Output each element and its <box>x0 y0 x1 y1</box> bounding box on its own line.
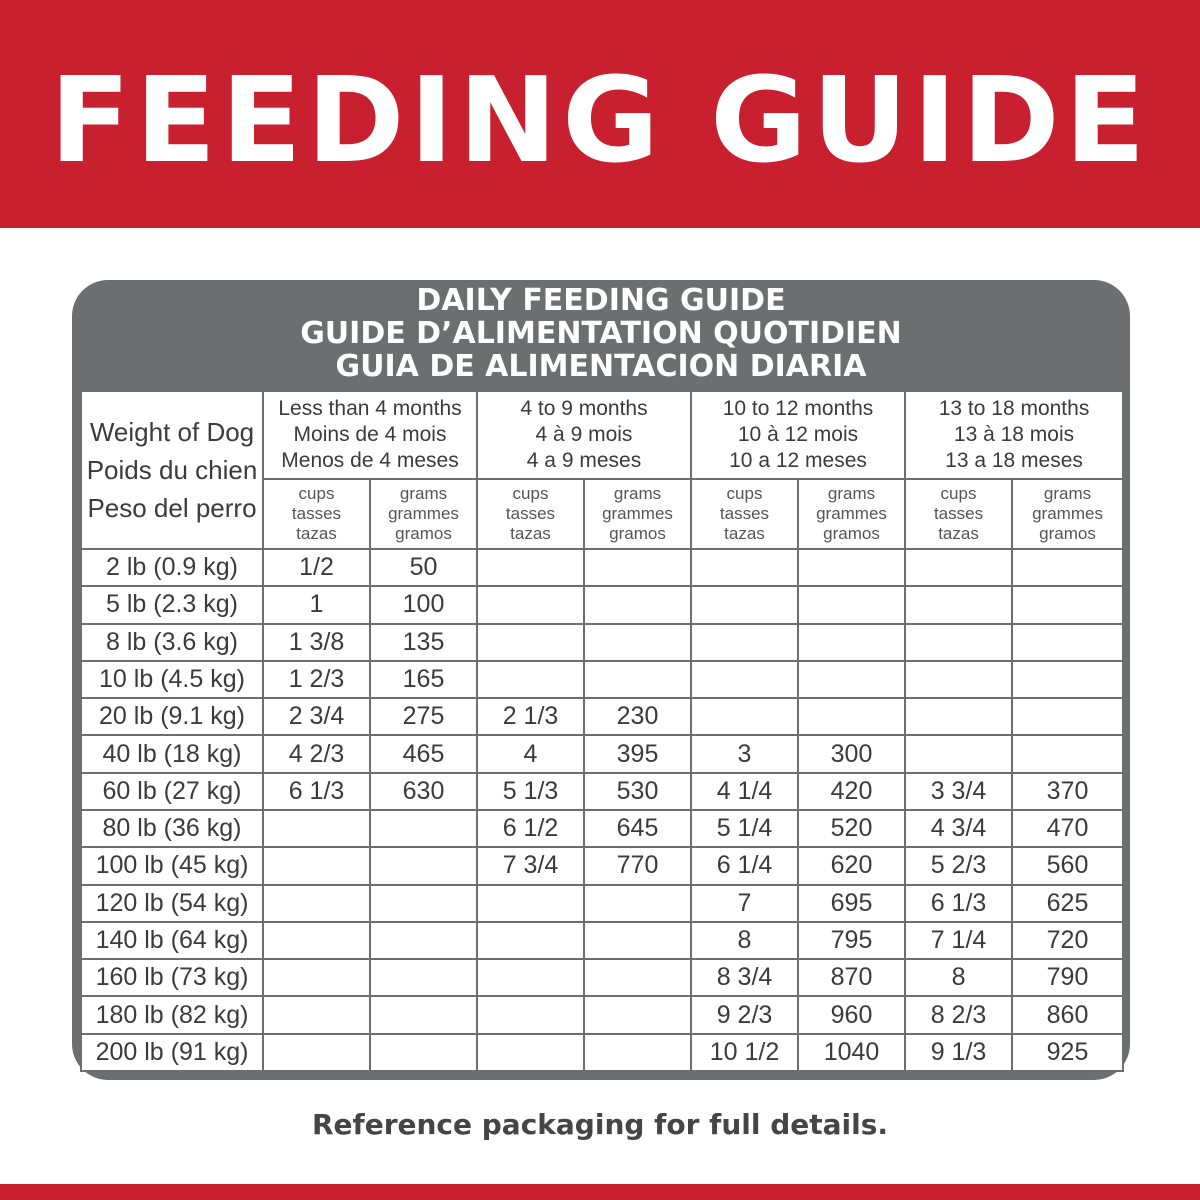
cups-unit-header <box>905 479 1012 549</box>
table-row <box>81 661 1123 698</box>
grams-cell <box>584 959 691 996</box>
unit-label: grams <box>399 484 448 503</box>
unit-label: grammes <box>1032 504 1103 523</box>
unit-label: grammes <box>388 504 459 523</box>
grams-cell <box>798 586 905 623</box>
cups-cell: 3 <box>691 735 798 772</box>
cups-cell <box>477 624 584 661</box>
grams-cell: 165 <box>370 661 477 698</box>
cups-cell <box>905 735 1012 772</box>
grams-cell <box>370 996 477 1033</box>
unit-label: grams <box>613 484 662 503</box>
unit-label: gramos <box>823 524 880 543</box>
cups-cell: 5 1/4 <box>691 810 798 847</box>
grams-cell <box>370 885 477 922</box>
grams-cell: 135 <box>370 624 477 661</box>
grams-cell: 925 <box>1012 1034 1123 1071</box>
table-row <box>81 847 1123 884</box>
cups-cell: 1/2 <box>263 549 370 586</box>
grams-cell <box>584 549 691 586</box>
unit-label: grams <box>827 484 876 503</box>
weight-column-header <box>81 391 263 549</box>
cups-cell: 5 2/3 <box>905 847 1012 884</box>
grams-cell <box>370 810 477 847</box>
cups-cell: 7 1/4 <box>905 922 1012 959</box>
cups-cell <box>905 586 1012 623</box>
table-row <box>81 1034 1123 1071</box>
table-row <box>81 624 1123 661</box>
cups-cell <box>691 586 798 623</box>
grams-cell: 960 <box>798 996 905 1033</box>
grams-cell: 790 <box>1012 959 1123 996</box>
cups-cell: 8 <box>691 922 798 959</box>
grams-cell: 645 <box>584 810 691 847</box>
grams-cell <box>798 661 905 698</box>
grams-unit-header <box>370 479 477 549</box>
unit-label: grammes <box>816 504 887 523</box>
grams-cell <box>370 1034 477 1071</box>
grams-cell <box>584 885 691 922</box>
cups-cell <box>691 549 798 586</box>
cups-cell <box>691 661 798 698</box>
grams-cell: 230 <box>584 698 691 735</box>
panel-title-block <box>72 284 1130 383</box>
table-row <box>81 549 1123 586</box>
grams-cell <box>1012 624 1123 661</box>
grams-unit-header <box>798 479 905 549</box>
grams-cell: 720 <box>1012 922 1123 959</box>
grams-cell <box>1012 586 1123 623</box>
cups-cell <box>263 885 370 922</box>
cups-cell <box>905 549 1012 586</box>
cups-cell: 6 1/4 <box>691 847 798 884</box>
grams-cell: 870 <box>798 959 905 996</box>
unit-label: gramos <box>609 524 666 543</box>
cups-cell: 7 <box>691 885 798 922</box>
cups-cell: 7 3/4 <box>477 847 584 884</box>
unit-label: cups <box>298 484 335 503</box>
grams-cell <box>370 847 477 884</box>
age-group-header <box>477 391 691 479</box>
grams-cell <box>584 624 691 661</box>
age-label-spanish: 13 a 18 meses <box>945 449 1083 472</box>
cups-cell: 4 <box>477 735 584 772</box>
table-row <box>81 885 1123 922</box>
unit-label: tasses <box>505 504 556 523</box>
cups-cell: 4 1/4 <box>691 773 798 810</box>
weight-cell: 8 lb (3.6 kg) <box>81 624 263 661</box>
weight-header-english: Weight of Dog <box>89 417 255 447</box>
grams-cell <box>370 959 477 996</box>
age-group-header <box>263 391 477 479</box>
weight-cell: 40 lb (18 kg) <box>81 735 263 772</box>
cups-cell <box>263 1034 370 1071</box>
cups-cell <box>477 885 584 922</box>
grams-cell: 625 <box>1012 885 1123 922</box>
grams-cell: 420 <box>798 773 905 810</box>
grams-cell: 1040 <box>798 1034 905 1071</box>
age-label-english: 4 to 9 months <box>520 397 648 420</box>
cups-cell: 1 2/3 <box>263 661 370 698</box>
age-label-spanish: 10 a 12 meses <box>729 449 867 472</box>
grams-cell: 370 <box>1012 773 1123 810</box>
cups-cell <box>263 847 370 884</box>
table-row <box>81 810 1123 847</box>
cups-cell: 1 3/8 <box>263 624 370 661</box>
cups-cell: 2 3/4 <box>263 698 370 735</box>
weight-header-french: Poids du chien <box>86 455 258 485</box>
age-label-english: 10 to 12 months <box>722 397 874 420</box>
cups-cell: 9 1/3 <box>905 1034 1012 1071</box>
weight-cell: 120 lb (54 kg) <box>81 885 263 922</box>
grams-cell: 860 <box>1012 996 1123 1033</box>
table-row <box>81 959 1123 996</box>
cups-cell: 8 2/3 <box>905 996 1012 1033</box>
grams-unit-header <box>584 479 691 549</box>
panel-title-spanish: GUIA DE ALIMENTACION DIARIA <box>335 349 867 384</box>
grams-cell: 530 <box>584 773 691 810</box>
feeding-table <box>80 390 1124 1072</box>
table-row <box>81 698 1123 735</box>
unit-label: tasses <box>719 504 770 523</box>
cups-unit-header <box>263 479 370 549</box>
footer-strip <box>0 1184 1200 1200</box>
cups-unit-header <box>691 479 798 549</box>
unit-label: cups <box>512 484 549 503</box>
unit-label: tasses <box>291 504 342 523</box>
cups-cell: 6 1/3 <box>905 885 1012 922</box>
cups-cell: 10 1/2 <box>691 1034 798 1071</box>
unit-label: tazas <box>938 524 979 543</box>
cups-cell: 6 1/3 <box>263 773 370 810</box>
cups-cell <box>263 959 370 996</box>
grams-cell: 275 <box>370 698 477 735</box>
panel-title-english: DAILY FEEDING GUIDE <box>416 283 786 318</box>
age-label-french: 13 à 18 mois <box>953 423 1075 446</box>
cups-cell <box>691 624 798 661</box>
cups-cell: 9 2/3 <box>691 996 798 1033</box>
grams-cell: 470 <box>1012 810 1123 847</box>
unit-label: grammes <box>602 504 673 523</box>
grams-cell: 100 <box>370 586 477 623</box>
age-label-english: 13 to 18 months <box>938 397 1090 420</box>
weight-cell: 60 lb (27 kg) <box>81 773 263 810</box>
cups-cell: 2 1/3 <box>477 698 584 735</box>
grams-cell <box>798 624 905 661</box>
grams-cell <box>1012 661 1123 698</box>
grams-cell: 560 <box>1012 847 1123 884</box>
cups-cell <box>477 959 584 996</box>
grams-cell: 520 <box>798 810 905 847</box>
age-label-french: Moins de 4 mois <box>293 423 447 446</box>
grams-unit-header <box>1012 479 1123 549</box>
weight-cell: 5 lb (2.3 kg) <box>81 586 263 623</box>
grams-cell: 795 <box>798 922 905 959</box>
age-label-french: 4 à 9 mois <box>535 423 633 446</box>
cups-cell: 5 1/3 <box>477 773 584 810</box>
weight-cell: 160 lb (73 kg) <box>81 959 263 996</box>
grams-cell: 695 <box>798 885 905 922</box>
age-label-spanish: Menos de 4 meses <box>281 449 459 472</box>
unit-label: tazas <box>510 524 551 543</box>
cups-unit-header <box>477 479 584 549</box>
weight-header-spanish: Peso del perro <box>87 493 257 523</box>
cups-cell: 8 <box>905 959 1012 996</box>
grams-cell <box>584 922 691 959</box>
cups-cell <box>905 624 1012 661</box>
weight-cell: 2 lb (0.9 kg) <box>81 549 263 586</box>
unit-label: gramos <box>1039 524 1096 543</box>
age-group-header <box>691 391 905 479</box>
weight-cell: 80 lb (36 kg) <box>81 810 263 847</box>
weight-cell: 20 lb (9.1 kg) <box>81 698 263 735</box>
grams-cell <box>584 1034 691 1071</box>
grams-cell <box>584 996 691 1033</box>
cups-cell <box>905 698 1012 735</box>
grams-cell <box>798 549 905 586</box>
cups-cell <box>477 549 584 586</box>
weight-cell: 140 lb (64 kg) <box>81 922 263 959</box>
header-banner <box>0 0 1200 228</box>
cups-cell: 4 2/3 <box>263 735 370 772</box>
weight-cell: 200 lb (91 kg) <box>81 1034 263 1071</box>
grams-cell: 770 <box>584 847 691 884</box>
grams-cell <box>1012 735 1123 772</box>
age-group-header <box>905 391 1123 479</box>
grams-cell: 50 <box>370 549 477 586</box>
table-row <box>81 996 1123 1033</box>
cups-cell <box>477 922 584 959</box>
cups-cell <box>905 661 1012 698</box>
cups-cell: 8 3/4 <box>691 959 798 996</box>
panel-title-french: GUIDE D’ALIMENTATION QUOTIDIEN <box>300 316 902 351</box>
unit-label: tazas <box>296 524 337 543</box>
unit-label: grams <box>1043 484 1092 503</box>
grams-cell <box>584 661 691 698</box>
age-label-french: 10 à 12 mois <box>737 423 859 446</box>
table-row <box>81 773 1123 810</box>
table-row <box>81 735 1123 772</box>
cups-cell: 6 1/2 <box>477 810 584 847</box>
grams-cell: 620 <box>798 847 905 884</box>
weight-cell: 180 lb (82 kg) <box>81 996 263 1033</box>
cups-cell: 4 3/4 <box>905 810 1012 847</box>
grams-cell <box>1012 549 1123 586</box>
cups-cell: 1 <box>263 586 370 623</box>
unit-label: tasses <box>933 504 984 523</box>
age-label-english: Less than 4 months <box>278 397 462 420</box>
grams-cell: 395 <box>584 735 691 772</box>
cups-cell <box>477 586 584 623</box>
cups-cell <box>263 996 370 1033</box>
unit-label: gramos <box>395 524 452 543</box>
unit-label: cups <box>940 484 977 503</box>
cups-cell <box>263 810 370 847</box>
grams-cell <box>370 922 477 959</box>
weight-cell: 10 lb (4.5 kg) <box>81 661 263 698</box>
cups-cell: 3 3/4 <box>905 773 1012 810</box>
grams-cell <box>584 586 691 623</box>
weight-cell: 100 lb (45 kg) <box>81 847 263 884</box>
table-row <box>81 922 1123 959</box>
cups-cell <box>691 698 798 735</box>
age-label-spanish: 4 a 9 meses <box>526 449 642 472</box>
unit-label: tazas <box>724 524 765 543</box>
cups-cell <box>477 661 584 698</box>
grams-cell: 300 <box>798 735 905 772</box>
page-title: FEEDING GUIDE <box>49 51 1151 189</box>
grams-cell: 465 <box>370 735 477 772</box>
footer-note: Reference packaging for full details. <box>311 1108 889 1141</box>
cups-cell <box>477 996 584 1033</box>
feeding-table-body <box>81 549 1123 1071</box>
cups-cell <box>477 1034 584 1071</box>
cups-cell <box>263 922 370 959</box>
unit-label: cups <box>726 484 763 503</box>
grams-cell <box>798 698 905 735</box>
table-row <box>81 586 1123 623</box>
grams-cell <box>1012 698 1123 735</box>
grams-cell: 630 <box>370 773 477 810</box>
